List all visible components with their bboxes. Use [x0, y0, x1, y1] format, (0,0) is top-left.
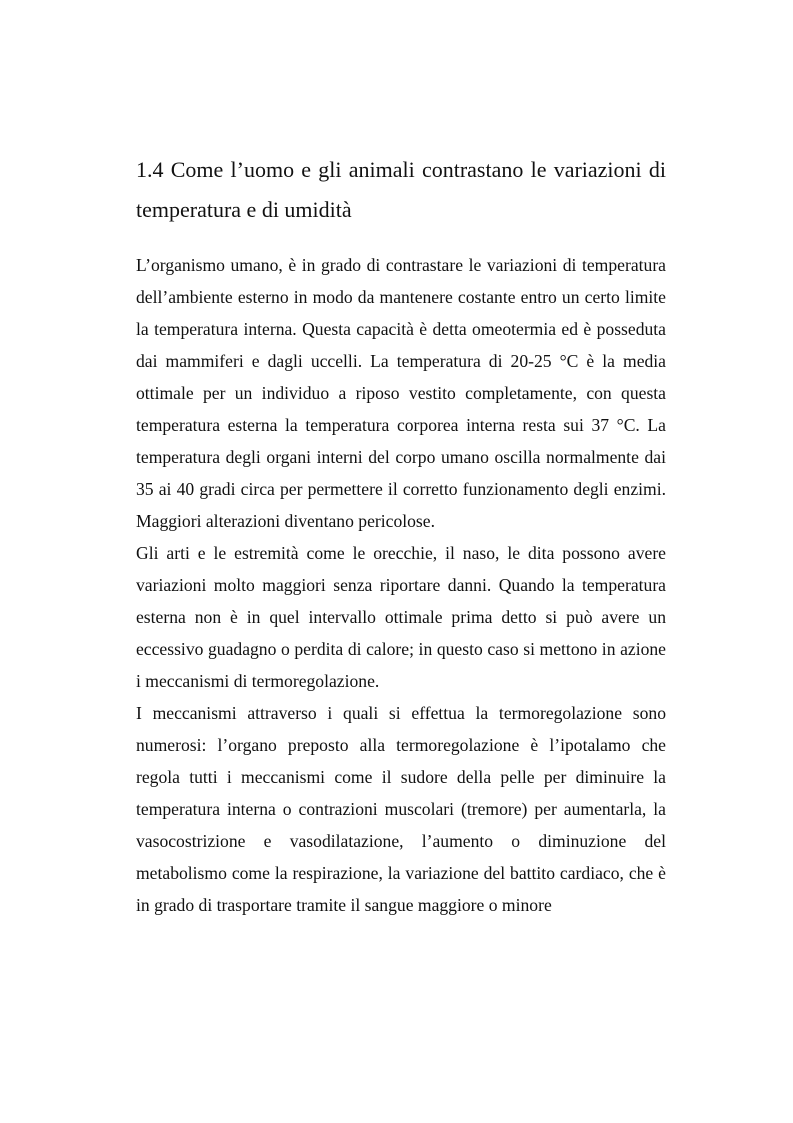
paragraph-omeotermia: L’organismo umano, è in grado di contrastare le variazioni di temperatura dell’ambiente esterno in modo da mantenere costante entro un certo limite la temperatura interna. Questa capacità è detta omeotermia ed è posseduta dai mammiferi e dagli uccelli. La temperatura di 20-25 °C è la media ottimale per un individuo a riposo vestito completamente, con questa temperatura esterna la temperatura corporea interna resta sui 37 °C. La temperatura degli organi interni del corpo umano oscilla normalmente dai 35 ai 40 gradi circa per permettere il corretto funzionamento degli enzimi. Maggiori alterazioni diventano pericolose.: [136, 255, 666, 531]
paragraph-termoregolazione: I meccanismi attraverso i quali si effettua la termoregolazione sono numerosi: l’organo preposto alla termoregolazione è l’ipotalamo che regola tutti i meccanismi come il sudore della pelle per diminuire la temperatura interna o contrazioni muscolari (tremore) per aumentarla, la vasocostrizione e vasodilatazione, l’aumento o diminuzione del metabolismo come la respirazione, la variazione del battito cardiaco, che è in grado di trasportare tramite il sangue maggiore o minore: [136, 703, 666, 915]
body-text: [136, 249, 666, 921]
paragraph-estremita: Gli arti e le estremità come le orecchie, il naso, le dita possono avere variazioni molto maggiori senza riportare danni. Quando la temperatura esterna non è in quel intervallo ottimale prima detto si può avere un eccessivo guadagno o perdita di calore; in questo caso si mettono in azione i meccanismi di termoregolazione.: [136, 543, 666, 691]
section-heading: 1.4 Come l’uomo e gli animali contrastano le variazioni di temperatura e di umidità: [136, 157, 666, 222]
